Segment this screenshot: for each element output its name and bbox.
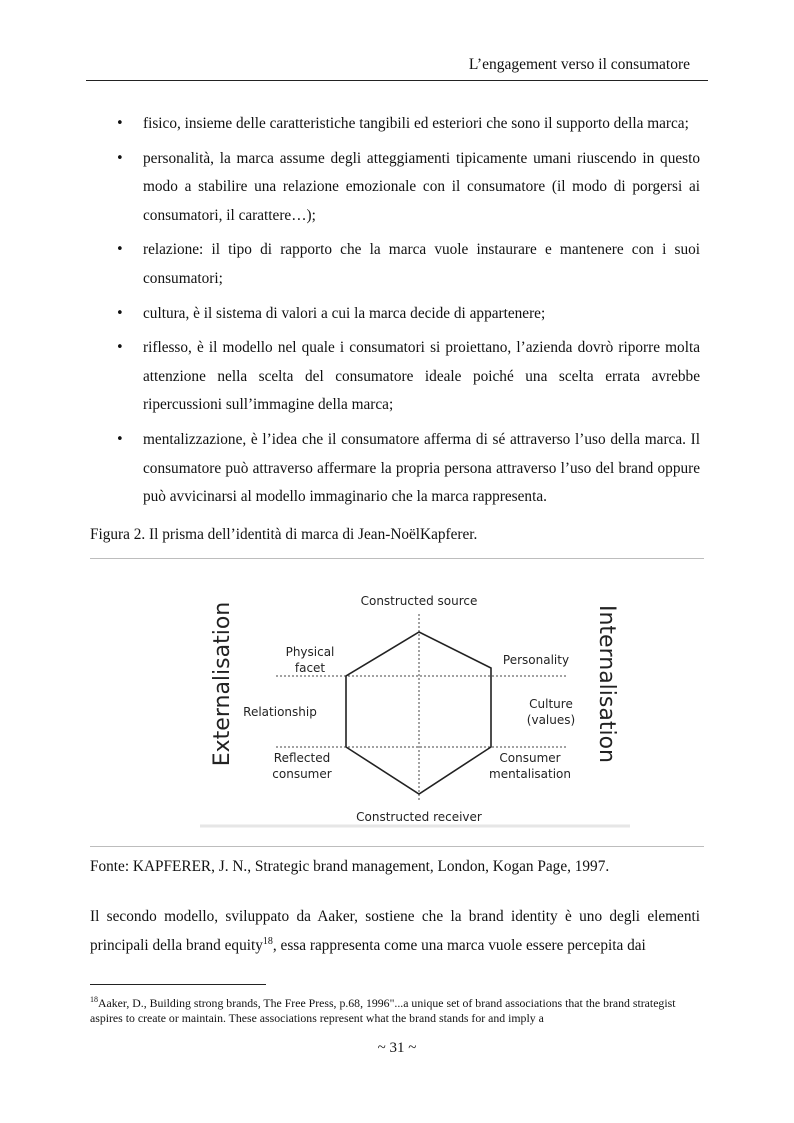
footnote (90, 992, 702, 1026)
figure-caption: Figura 2. Il prisma dell’identità di marca di Jean-NoëlKapferer. (90, 526, 478, 543)
footnote-text: Aaker, D., Building strong brands, The Free Press, p.68, 1996"...a unique set of brand associations that the brand strategist aspires to create or maintain. These associations represent what the brand stands for and imply a (90, 995, 676, 1025)
bullet-icon: • (116, 340, 124, 356)
page-number: ~ 31 ~ (377, 1040, 417, 1056)
label-culture-line2: (values) (526, 713, 576, 727)
bullet-icon: • (116, 116, 124, 131)
list-item (90, 426, 700, 512)
list-item (90, 145, 700, 231)
paragraph-text-start: Il secondo modello, sviluppato da Aaker, sostiene che la brand identity è uno degli elementi principali della brand equity (90, 908, 700, 954)
label-culture-line1: Culture (529, 697, 573, 711)
body-paragraph (90, 902, 700, 960)
label-constructed-source: Constructed source (360, 594, 478, 608)
label-internalisation: Internalisation (594, 605, 619, 763)
label-relationship: Relationship (243, 705, 317, 719)
list-item (90, 110, 700, 139)
list-item-text: mentalizzazione, è l’idea che il consumatore afferma di sé attraverso l’uso della marca. Il consumatore può attraverso affermare la propria persona attraverso l’uso del brand oppure può avvicinarsi al modello immaginario che la marca rappresenta. (143, 430, 700, 506)
label-reflected-consumer-line1: Reflected (273, 751, 331, 765)
label-constructed-receiver: Constructed receiver (356, 810, 482, 824)
bullet-icon: • (116, 242, 124, 258)
figure-bottom-rule (90, 846, 704, 847)
prism-hexagon (346, 632, 491, 794)
footnote-reference[interactable]: 18 (262, 935, 273, 947)
label-consumer-mentalisation-line1: Consumer (499, 751, 561, 765)
label-externalisation: Externalisation (210, 601, 235, 767)
label-physical-facet-line2: facet (294, 661, 326, 675)
list-item (90, 300, 700, 329)
running-header: L’engagement verso il consumatore (468, 56, 690, 73)
list-item-text: cultura, è il sistema di valori a cui la marca decide di appartenere; (143, 304, 546, 322)
label-personality: Personality (502, 653, 570, 667)
paragraph-text-end: , essa rappresenta come una marca vuole essere percepita dai (272, 937, 646, 954)
label-physical-facet-line1: Physical (285, 645, 335, 659)
list-item-text: relazione: il tipo di rapporto che la marca vuole instaurare e mantenere con i suoi consumatori; (143, 241, 700, 287)
list-item-text: fisico, insieme delle caratteristiche tangibili ed esteriori che sono il supporto della marca; (143, 115, 689, 132)
figure-top-rule (90, 558, 704, 559)
list-item (90, 236, 700, 293)
prism-svg (200, 584, 630, 830)
list-item-text: riflesso, è il modello nel quale i consumatori si proiettano, l’azienda dovrò riporre molta attenzione nella scelta del consumatore ideale poiché una scelta errata avrebbe ripercussioni sull’immagine della marca; (143, 339, 700, 414)
bullet-list (90, 110, 700, 518)
label-reflected-consumer-line2: consumer (272, 767, 332, 781)
header-rule (86, 80, 708, 81)
bullet-icon: • (116, 150, 124, 166)
list-item-text: personalità, la marca assume degli atteggiamenti tipicamente umani riuscendo in questo modo a stabilire una relazione emozionale con il consumatore (il modo di porgersi ai consumatori, il carattere…); (143, 149, 700, 224)
bullet-icon: • (116, 305, 124, 321)
label-consumer-mentalisation-line2: mentalisation (489, 767, 571, 781)
brand-identity-prism-diagram (200, 584, 630, 830)
bullet-icon: • (116, 431, 124, 447)
footnote-rule (90, 984, 266, 985)
list-item (90, 334, 700, 420)
figure-source: Fonte: KAPFERER, J. N., Strategic brand management, London, Kogan Page, 1997. (90, 858, 610, 875)
footnote-number: 18 (90, 995, 98, 1004)
